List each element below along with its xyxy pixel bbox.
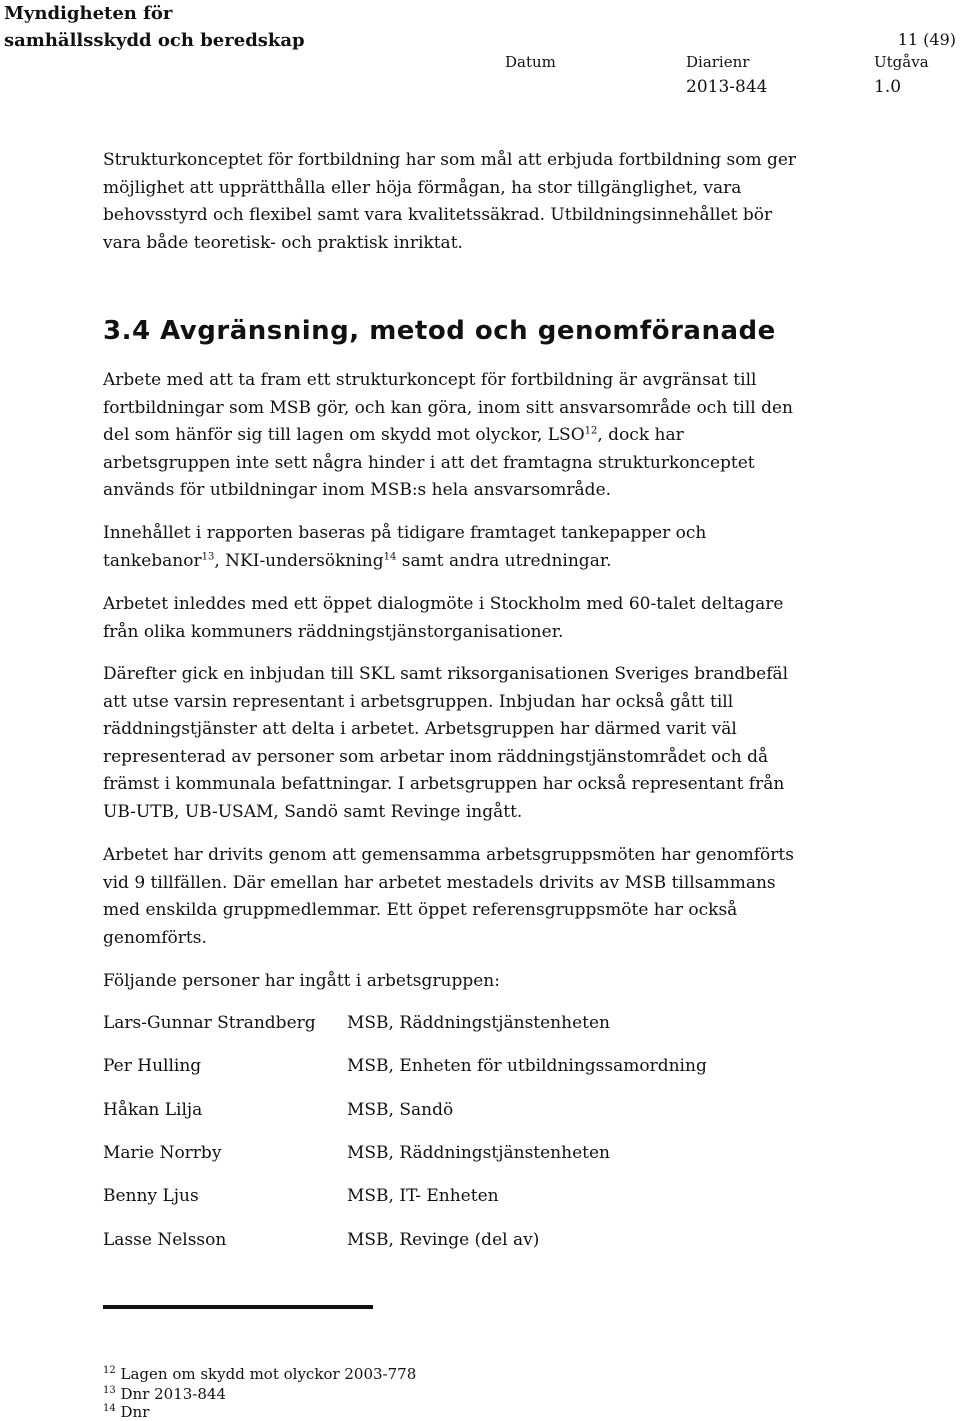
- footnote-ref-14[interactable]: 14: [383, 550, 397, 562]
- footnote-number: 14: [103, 1403, 116, 1414]
- utgava-value: 1.0: [874, 77, 902, 97]
- footnote-divider: [103, 1305, 373, 1309]
- page-number: 11 (49): [897, 30, 956, 49]
- footnote-ref-12[interactable]: 12: [584, 425, 598, 437]
- paragraph-3: Arbetet inleddes med ett öppet dialogmöte i Stockholm med 60-talet deltagare från olika kommuners räddningstjänstorganisationer.: [103, 594, 784, 642]
- org-line-2: samhällsskydd och beredskap: [4, 30, 305, 51]
- intro-paragraph: Strukturkonceptet för fortbildning har som mål att erbjuda fortbildning som ger möjlighet att upprätthålla eller höja förmågan, ha stor tillgänglighet, vara behovsstyrd och flexibel samt vara kvalitetssäkrad. Utbildningsinnehållet bör vara både teoretisk- och praktisk inriktat.: [103, 150, 797, 253]
- paragraph-1-b: , dock har arbetsgruppen inte sett några hinder i att det framtagna strukturkonceptet används för utbildningar inom MSB:s hela ansvarsområde.: [103, 425, 755, 500]
- diarienr-value: 2013-844: [686, 77, 768, 97]
- footnote-text: Dnr: [115, 1403, 150, 1421]
- section-heading: 3.4 Avgränsning, metod och genomföranade: [103, 316, 776, 346]
- member-name: Lasse Nelsson: [103, 1230, 227, 1250]
- member-name: Marie Norrby: [103, 1143, 222, 1163]
- paragraph-1-a: Arbete med att ta fram ett strukturkoncept för fortbildning är avgränsat till fortbildningar som MSB gör, och kan göra, inom sitt ansvarsområde och till den del som hänför sig till lagen om skydd mot olyckor, LSO: [103, 370, 793, 445]
- org-line-1: Myndigheten för: [4, 3, 173, 24]
- footnote-text: Dnr 2013-844: [115, 1385, 227, 1403]
- utgava-label: Utgåva: [874, 53, 929, 71]
- member-org: MSB, Enheten för utbildningssamordning: [347, 1056, 707, 1076]
- datum-label: Datum: [505, 53, 556, 71]
- paragraph-6: Följande personer har ingått i arbetsgruppen:: [103, 971, 500, 991]
- paragraph-2-a: Innehållet i rapporten baseras på tidigare framtaget tankepapper och tankebanor: [103, 523, 707, 571]
- paragraph-2: [103, 520, 803, 575]
- member-org: MSB, IT- Enheten: [347, 1186, 499, 1206]
- organization-name: [4, 0, 305, 54]
- footnote-ref-13[interactable]: 13: [201, 550, 215, 562]
- paragraph-4: Därefter gick en inbjudan till SKL samt riksorganisationen Sveriges brandbefäl att utse varsin representant i arbetsgruppen. Inbjudan har också gått till räddningstjänster att delta i arbetet. Arbetsgruppen har därmed varit väl representerad av personer som arbetar inom räddningstjänstområdet och då främst i kommunala befattningar. I arbetsgruppen har också representant från UB-UTB, UB-USAM, Sandö samt Revinge ingått.: [103, 664, 789, 822]
- footnote-14: [103, 1403, 149, 1421]
- member-org: MSB, Sandö: [347, 1100, 454, 1120]
- paragraph-1: [103, 367, 803, 505]
- footnote-number: 12: [103, 1365, 116, 1376]
- footnote-12: [103, 1365, 416, 1383]
- footnote-text: Lagen om skydd mot olyckor 2003-778: [115, 1365, 417, 1383]
- member-name: Lars-Gunnar Strandberg: [103, 1013, 316, 1033]
- paragraph-2-b: , NKI-undersökning: [214, 550, 384, 571]
- member-name: Benny Ljus: [103, 1186, 199, 1206]
- paragraph-2-c: samt andra utredningar.: [396, 550, 612, 571]
- member-name: Per Hulling: [103, 1056, 202, 1076]
- footnote-13: [103, 1385, 226, 1403]
- member-name: Håkan Lilja: [103, 1100, 203, 1120]
- member-org: MSB, Revinge (del av): [347, 1230, 540, 1250]
- member-org: MSB, Räddningstjänstenheten: [347, 1143, 610, 1163]
- footnote-number: 13: [103, 1385, 116, 1396]
- diarienr-label: Diarienr: [686, 53, 750, 71]
- member-org: MSB, Räddningstjänstenheten: [347, 1013, 610, 1033]
- paragraph-5: Arbetet har drivits genom att gemensamma arbetsgruppsmöten har genomförts vid 9 tillfällen. Där emellan har arbetet mestadels drivits av MSB tillsammans med enskilda gruppmedlemmar. Ett öppet referensgruppsmöte har också genomförts.: [103, 845, 794, 948]
